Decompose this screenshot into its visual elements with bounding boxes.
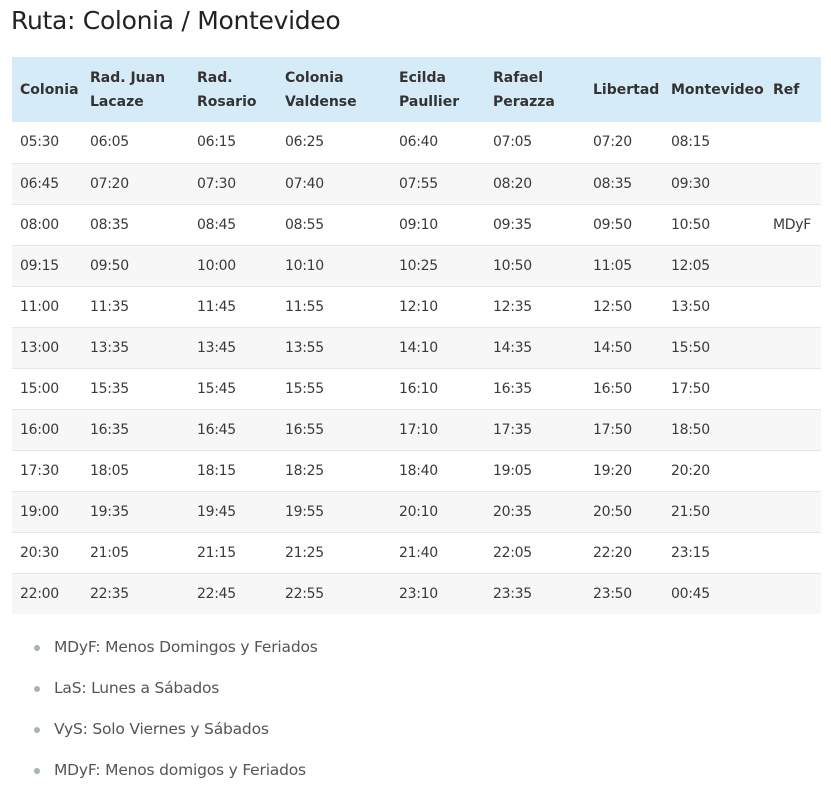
note-text: VyS: Solo Viernes y Sábados	[54, 720, 269, 738]
table-cell: 05:30	[12, 122, 82, 163]
table-cell: 17:50	[663, 368, 765, 409]
page-title: Ruta: Colonia / Montevideo	[11, 6, 341, 35]
table-cell: 11:35	[82, 286, 189, 327]
table-header-row	[12, 57, 821, 122]
table-cell: 10:50	[485, 245, 585, 286]
table-cell: 06:15	[189, 122, 277, 163]
table-cell: 13:35	[82, 327, 189, 368]
bullet-icon	[34, 645, 40, 651]
bullet-icon	[34, 768, 40, 774]
table-cell: 07:20	[585, 122, 663, 163]
table-cell: 10:00	[189, 245, 277, 286]
table-cell: 16:10	[391, 368, 485, 409]
table-cell: 08:00	[12, 204, 82, 245]
list-item	[32, 627, 318, 668]
column-header: Rad. Juan Lacaze	[82, 57, 189, 122]
table-cell: 21:05	[82, 532, 189, 573]
list-item	[32, 750, 318, 791]
table-cell: 23:50	[585, 573, 663, 614]
table-cell: 18:40	[391, 450, 485, 491]
table-row	[12, 163, 821, 204]
table-cell: 08:20	[485, 163, 585, 204]
table-cell: 13:55	[277, 327, 391, 368]
table-cell: 16:55	[277, 409, 391, 450]
table-cell: 11:55	[277, 286, 391, 327]
table-cell: 23:10	[391, 573, 485, 614]
table-cell: 17:35	[485, 409, 585, 450]
table-cell: 22:55	[277, 573, 391, 614]
table-cell: 21:40	[391, 532, 485, 573]
table-cell: 09:50	[585, 204, 663, 245]
table-cell: 17:50	[585, 409, 663, 450]
table-row	[12, 450, 821, 491]
table-cell	[765, 491, 821, 532]
table-cell: 08:15	[663, 122, 765, 163]
table-cell: 10:25	[391, 245, 485, 286]
note-text: MDyF: Menos domigos y Feriados	[54, 761, 306, 779]
table-cell: 21:25	[277, 532, 391, 573]
table-cell: 11:00	[12, 286, 82, 327]
table-cell: 19:45	[189, 491, 277, 532]
table-cell: 13:45	[189, 327, 277, 368]
table-cell: 07:55	[391, 163, 485, 204]
table-cell: 15:55	[277, 368, 391, 409]
table-row	[12, 327, 821, 368]
table-cell: 20:10	[391, 491, 485, 532]
table-cell: 12:05	[663, 245, 765, 286]
table-cell	[765, 122, 821, 163]
table-cell: 11:05	[585, 245, 663, 286]
table-cell: 19:00	[12, 491, 82, 532]
table-cell: 15:35	[82, 368, 189, 409]
table-cell: 07:40	[277, 163, 391, 204]
table-cell: 22:00	[12, 573, 82, 614]
table-cell: 07:05	[485, 122, 585, 163]
table-cell: 17:30	[12, 450, 82, 491]
table-cell: 21:15	[189, 532, 277, 573]
table-row	[12, 122, 821, 163]
notes-list	[32, 627, 318, 791]
table-cell: 11:45	[189, 286, 277, 327]
table-cell: MDyF	[765, 204, 821, 245]
table-cell: 12:50	[585, 286, 663, 327]
table-cell: 07:20	[82, 163, 189, 204]
column-header: Colonia	[12, 57, 82, 122]
table-cell: 12:10	[391, 286, 485, 327]
table-cell: 19:35	[82, 491, 189, 532]
table-cell	[765, 409, 821, 450]
table-cell: 16:35	[82, 409, 189, 450]
table-cell: 06:05	[82, 122, 189, 163]
table-cell: 19:05	[485, 450, 585, 491]
table-row	[12, 204, 821, 245]
table-cell: 23:35	[485, 573, 585, 614]
table-cell: 22:20	[585, 532, 663, 573]
table-cell: 18:50	[663, 409, 765, 450]
table-cell	[765, 245, 821, 286]
table-cell: 08:55	[277, 204, 391, 245]
table-cell: 14:10	[391, 327, 485, 368]
table-row	[12, 491, 821, 532]
table-row	[12, 286, 821, 327]
table-cell	[765, 368, 821, 409]
table-cell: 12:35	[485, 286, 585, 327]
schedule-table	[12, 57, 821, 614]
bullet-icon	[34, 727, 40, 733]
column-header: Colonia Valdense	[277, 57, 391, 122]
table-cell: 14:50	[585, 327, 663, 368]
table-cell	[765, 573, 821, 614]
table-cell: 08:35	[585, 163, 663, 204]
list-item	[32, 668, 318, 709]
table-cell: 13:50	[663, 286, 765, 327]
table-cell: 16:00	[12, 409, 82, 450]
table-cell	[765, 163, 821, 204]
table-cell: 09:10	[391, 204, 485, 245]
table-cell: 10:50	[663, 204, 765, 245]
table-body	[12, 122, 821, 614]
column-header: Montevideo	[663, 57, 765, 122]
table-cell: 09:35	[485, 204, 585, 245]
table-cell: 16:50	[585, 368, 663, 409]
table-cell: 08:45	[189, 204, 277, 245]
table-cell: 20:20	[663, 450, 765, 491]
table-cell: 18:05	[82, 450, 189, 491]
table-cell: 20:50	[585, 491, 663, 532]
column-header: Libertad	[585, 57, 663, 122]
table-cell: 09:30	[663, 163, 765, 204]
table-row	[12, 245, 821, 286]
table-cell: 18:15	[189, 450, 277, 491]
table-cell: 13:00	[12, 327, 82, 368]
table-cell: 17:10	[391, 409, 485, 450]
table-cell: 22:45	[189, 573, 277, 614]
table-cell: 08:35	[82, 204, 189, 245]
table-cell: 22:35	[82, 573, 189, 614]
column-header: Rafael Perazza	[485, 57, 585, 122]
table-row	[12, 409, 821, 450]
table-cell: 09:50	[82, 245, 189, 286]
table-cell: 21:50	[663, 491, 765, 532]
table-cell: 18:25	[277, 450, 391, 491]
table-cell: 15:50	[663, 327, 765, 368]
table-row	[12, 532, 821, 573]
table-row	[12, 573, 821, 614]
table-cell	[765, 450, 821, 491]
column-header: Ecilda Paullier	[391, 57, 485, 122]
column-header: Rad. Rosario	[189, 57, 277, 122]
table-cell: 22:05	[485, 532, 585, 573]
table-cell: 20:35	[485, 491, 585, 532]
table-cell: 23:15	[663, 532, 765, 573]
table-cell: 20:30	[12, 532, 82, 573]
table-cell	[765, 286, 821, 327]
table-cell: 06:40	[391, 122, 485, 163]
table-cell: 16:35	[485, 368, 585, 409]
note-text: LaS: Lunes a Sábados	[54, 679, 220, 697]
list-item	[32, 709, 318, 750]
table-cell: 19:55	[277, 491, 391, 532]
table-cell: 14:35	[485, 327, 585, 368]
table-cell	[765, 532, 821, 573]
table-cell: 15:45	[189, 368, 277, 409]
table-cell: 00:45	[663, 573, 765, 614]
table-cell: 15:00	[12, 368, 82, 409]
column-header: Ref	[765, 57, 821, 122]
table-cell: 16:45	[189, 409, 277, 450]
table-cell: 19:20	[585, 450, 663, 491]
table-cell: 09:15	[12, 245, 82, 286]
table-cell: 06:45	[12, 163, 82, 204]
table-row	[12, 368, 821, 409]
table-cell	[765, 327, 821, 368]
table-cell: 07:30	[189, 163, 277, 204]
bullet-icon	[34, 686, 40, 692]
table-cell: 10:10	[277, 245, 391, 286]
table-cell: 06:25	[277, 122, 391, 163]
note-text: MDyF: Menos Domingos y Feriados	[54, 638, 318, 656]
